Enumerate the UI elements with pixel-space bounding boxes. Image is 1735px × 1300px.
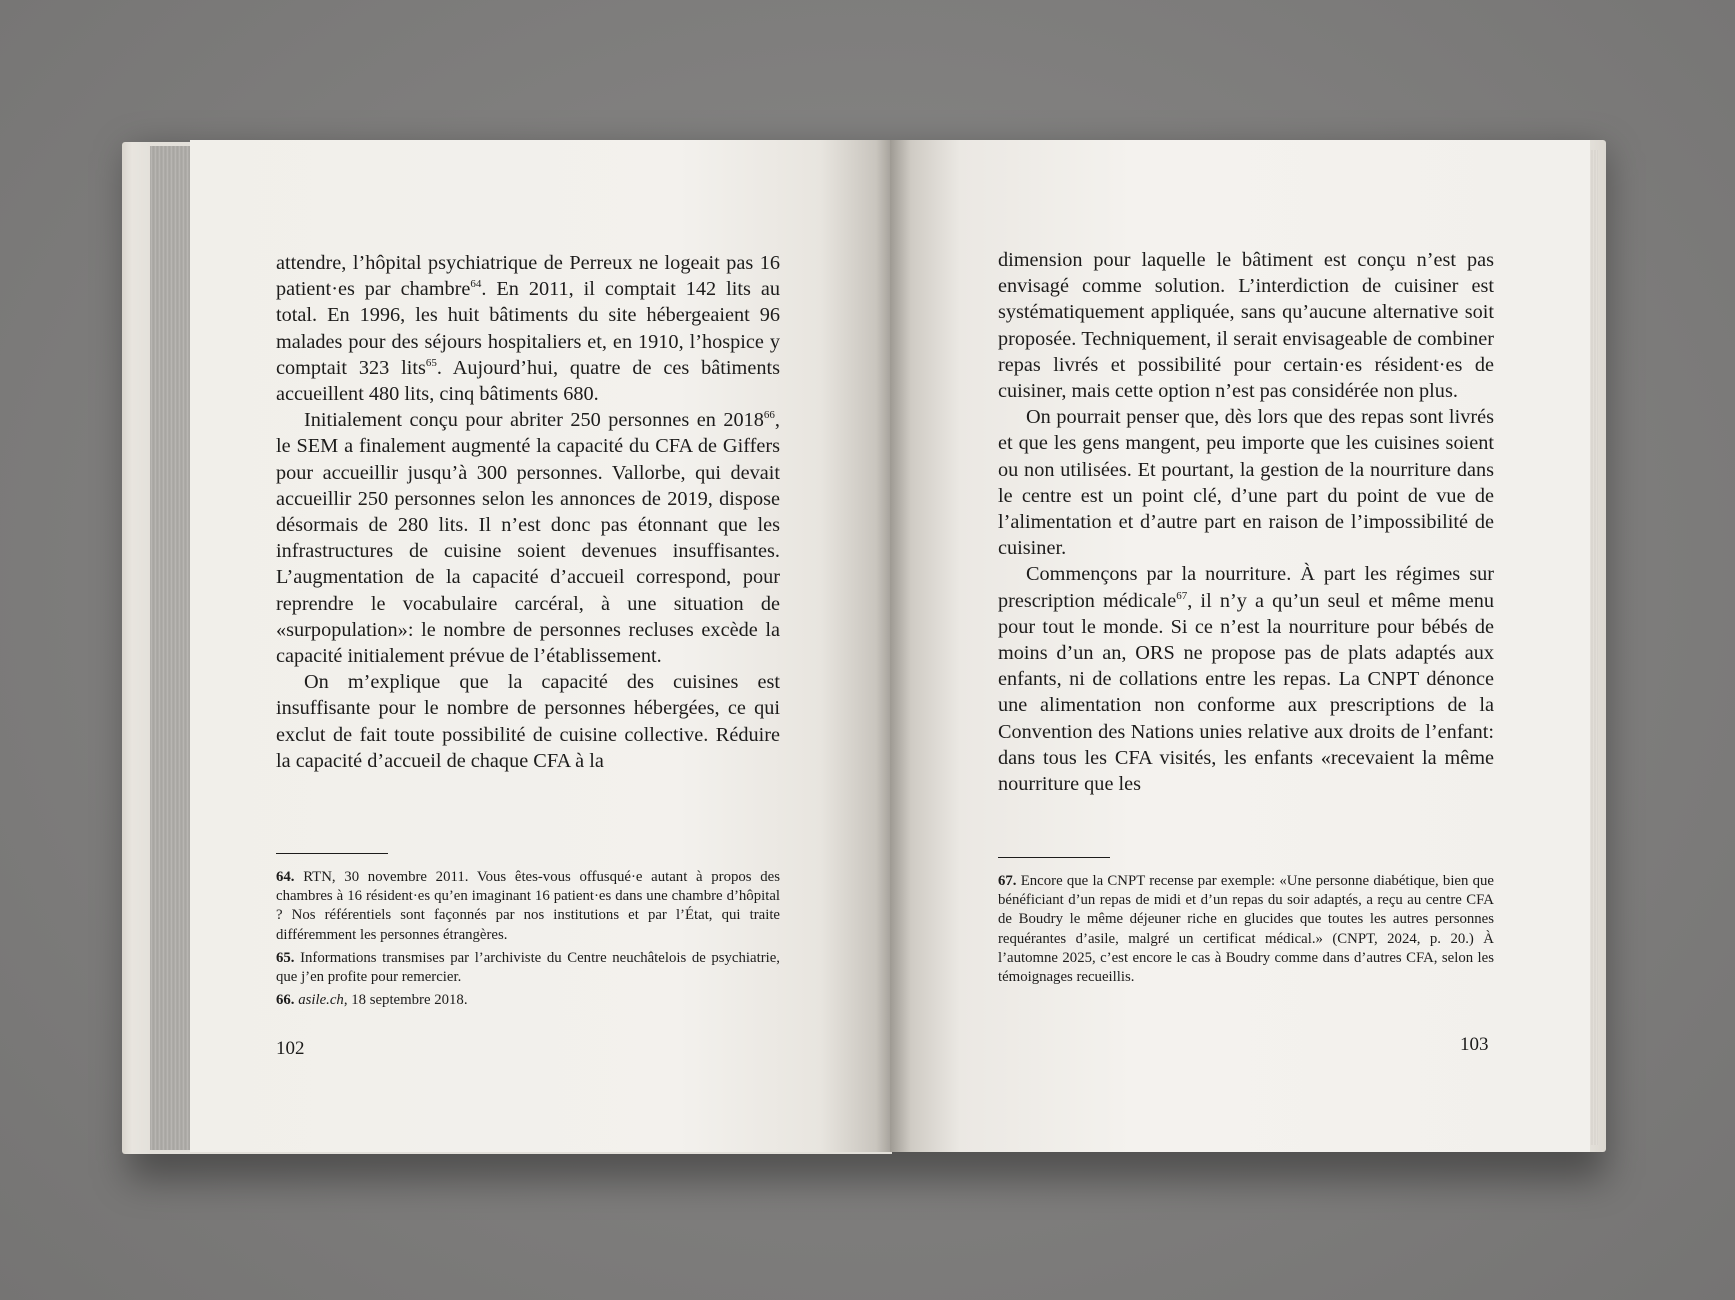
left-page-edges	[150, 146, 190, 1150]
text-run: On m’explique que la capacité des cuisines est insuffisante pour le nombre de personnes hébergées, ce qui exclut de fait toute possibilité de cuisine collective. Réduire la capacité d’accueil de chaque CFA à la	[276, 671, 780, 772]
text-run: dimension pour laquelle le bâtiment est conçu n’est pas envisagé comme solution. L’interdiction de cuisiner est systématiquement appliquée, sans qu’aucune alternative soit proposée. Techniquement, il serait envisageable de combiner repas livrés et possibilité pour certain·es résident·es de cuisiner, mais cette option n’est pas considérée non plus.	[998, 249, 1494, 403]
italic-text: asile.ch	[298, 992, 344, 1009]
paragraph	[276, 669, 780, 774]
text-run: Commençons par la nourriture. À part les régimes sur prescription médicale	[998, 563, 1494, 612]
footnote-number: 64.	[276, 869, 295, 885]
footnote-reference: 64	[470, 278, 482, 291]
left-footnote-rule	[276, 853, 388, 854]
left-footnotes	[276, 868, 780, 1014]
footnote	[276, 868, 780, 945]
paragraph	[998, 247, 1494, 404]
paragraph	[998, 404, 1494, 561]
text-run: Encore que la CNPT recense par exemple: «Une personne diabétique, bien que bénéficiant d’un repas de midi et d’un repas du soir adaptés, a reçu au centre CFA de Boudry le même déjeuner riche en glucides que toutes les autres personnes requérantes d’asile, malgré un certificat médical.» (CNPT, 2024, p. 20.) À l’automne 2025, c’est encore le cas à Boudry comme dans d’autres CFA, selon les témoignages recueillis.	[998, 873, 1494, 986]
right-footnote-rule	[998, 857, 1110, 858]
right-page-number: 103	[1460, 1034, 1489, 1055]
footnote-number: 66.	[276, 992, 295, 1009]
right-footnotes	[998, 872, 1494, 991]
footnote-number: 65.	[276, 949, 295, 966]
footnote-reference: 67	[1176, 589, 1188, 602]
text-run: . En 2011, il comptait 142 lits au total. En 1996, les huit bâtiments du site hébergeaient 96 malades pour des séjours hospitaliers et, en 1910, l’hospice y comptait 323 lits	[276, 278, 780, 379]
footnote	[276, 949, 780, 987]
footnote	[276, 991, 780, 1010]
paragraph	[276, 250, 780, 407]
text-run: Informations transmises par l’archiviste du Centre neuchâtelois de psychiatrie, que j’en profite pour remercier.	[276, 949, 780, 986]
text-run: Initialement conçu pour abriter 250 personnes en 2018	[304, 409, 764, 432]
text-run: , 18 septembre 2018.	[343, 992, 468, 1009]
footnote-reference: 65	[425, 356, 437, 369]
text-run: , le SEM a finalement augmenté la capacité du CFA de Giffers pour accueillir jusqu’à 300 personnes. Vallorbe, qui devait accueillir 250 personnes selon les annonces de 2019, dispose désormais de 280 lits. Il n’est donc pas étonnant que les infrastructures de cuisine soient devenues insuffisantes. L’augmentation de la capacité d’accueil correspond, pour reprendre le vocabulaire carcéral, à une situation de «surpopulation»: le nombre de personnes recluses excède la capacité initialement prévue de l’établissement.	[276, 409, 780, 668]
text-run: . Aujourd’hui, quatre de ces bâtiments accueillent 480 lits, cinq bâtiments 680.	[276, 356, 780, 406]
text-run: RTN, 30 novembre 2011. Vous êtes-vous offusqué·e autant à propos des chambres à 16 résident·es qu’en imaginant 16 patient·es dans une chambre d’hôpital ? Nos référentiels sont façonnés par nos institutions et par l’État, qui traite différemment les personnes étrangères.	[276, 869, 780, 943]
left-page-body	[276, 250, 780, 774]
text-run: On pourrait penser que, dès lors que des repas sont livrés et que les gens mangent, peu importe que les cuisines soient ou non utilisées. Et pourtant, la gestion de la nourriture dans le centre est un point clé, d’une part du point de vue de l’alimentation et d’autre part en raison de l’impossibilité de cuisiner.	[998, 406, 1494, 560]
footnote-number: 67.	[998, 873, 1017, 889]
text-run: , il n’y a qu’un seul et même menu pour tout le monde. Si ce n’est la nourriture pour bébés de moins d’un an, ORS ne propose pas de plats adaptés aux enfants, ni de collations entre les repas. La CNPT dénonce une alimentation non conforme aux prescriptions de la Convention des Nations unies relative aux droits de l’enfant: dans tous les CFA visités, les enfants «recevaient la même nourriture que les	[998, 589, 1494, 796]
left-page-number: 102	[276, 1038, 305, 1059]
right-page-body	[998, 247, 1494, 797]
paragraph	[276, 407, 780, 669]
text-run: attendre, l’hôpital psychiatrique de Perreux ne logeait pas 16 patient·es par chambre	[276, 252, 780, 301]
footnote	[998, 872, 1494, 987]
paragraph	[998, 561, 1494, 797]
footnote-reference: 66	[763, 409, 775, 422]
